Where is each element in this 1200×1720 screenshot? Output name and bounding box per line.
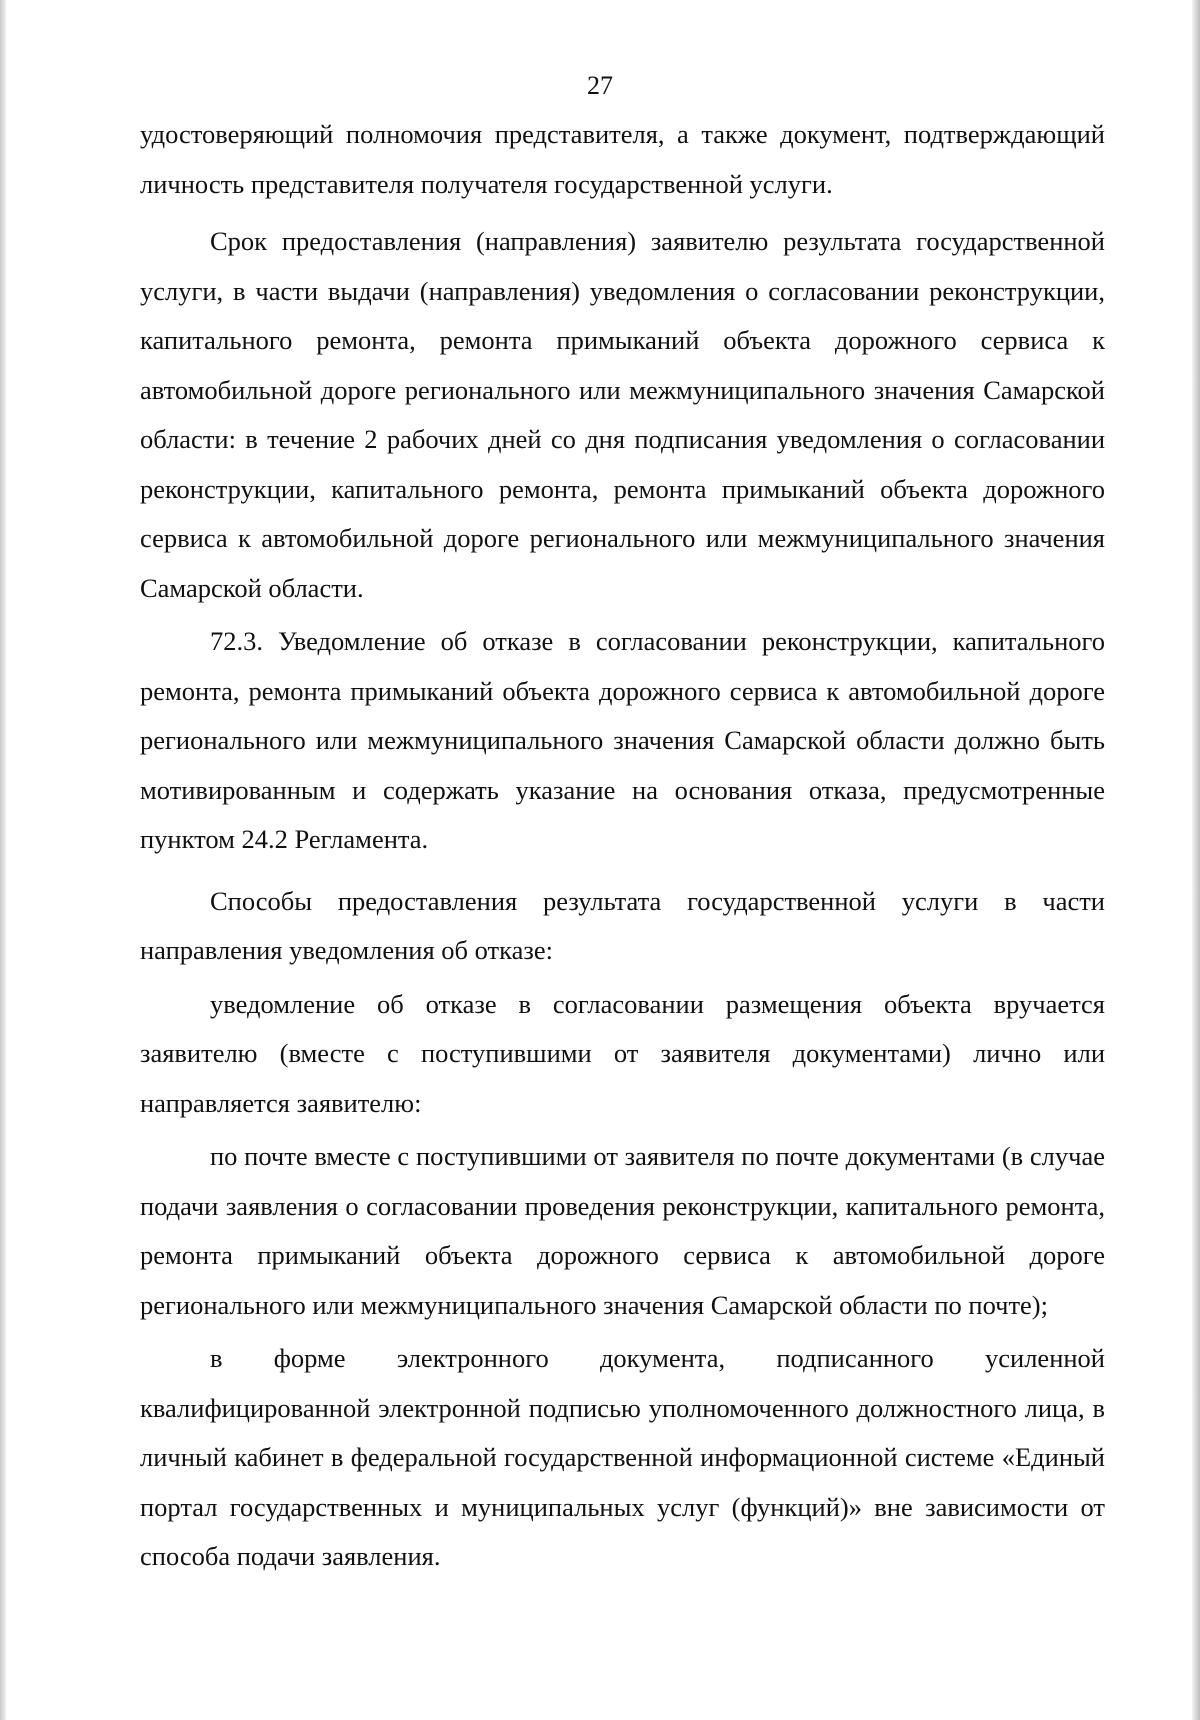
paragraph-by-mail: по почте вместе с поступившими от заявителя по почте документами (в случае подачи заявления о согласовании проведения реконструкции, капитального ремонта, ремонта примыканий объекта дорожного сервиса к автомобильной дороге регионального или межмуниципального значения Самарской области по почте); <box>140 1141 1105 1320</box>
paragraph-delivery-methods: Способы предоставления результата государственной услуги в части направления уведомления об отказе: <box>140 885 1105 965</box>
paragraph-result-term: Срок предоставления (направления) заявителю результата государственной услуги, в части выдачи (направления) уведомления о согласовании реконструкции, капитального ремонта, ремонта примыканий объекта дорожного сервиса к автомобильной дороге регионального или межмуниципального значения Самарской области: в течение 2 рабочих дней со дня подписания уведомления о согласовании реконструкции, капитального ремонта, ремонта примыканий объекта дорожного сервиса к автомобильной дороге регионального или межмуниципального значения Самарской области. <box>140 226 1105 603</box>
paragraph-electronic: в форме электронного документа, подписанного усиленной квалифицированной электронной подписью уполномоченного должностного лица, в личный кабинет в федеральной государственной информационной системе «Единый портал государственных и муниципальных услуг (функций)» вне зависимости от способа подачи заявления. <box>140 1343 1105 1571</box>
page-number: 27 <box>587 71 613 100</box>
scan-edge-right <box>1192 0 1200 1720</box>
document-body <box>140 110 1105 1582</box>
paragraph-continuation: удостоверяющий полномочия представителя, а также документ, подтверждающий личность представителя получателя государственной услуги. <box>140 119 1105 199</box>
scan-edge-left <box>0 0 6 1720</box>
paragraph-72-3: 72.3. Уведомление об отказе в согласовании реконструкции, капитального ремонта, ремонта примыканий объекта дорожного сервиса к автомобильной дороге регионального или межмуниципального значения Самарской области должно быть мотивированным и содержать указание на основания отказа, предусмотренные пунктом 24.2 Регламента. <box>140 626 1105 854</box>
paragraph-refusal-notice: уведомление об отказе в согласовании размещения объекта вручается заявителю (вместе с поступившими от заявителя документами) лично или направляется заявителю: <box>140 988 1105 1118</box>
